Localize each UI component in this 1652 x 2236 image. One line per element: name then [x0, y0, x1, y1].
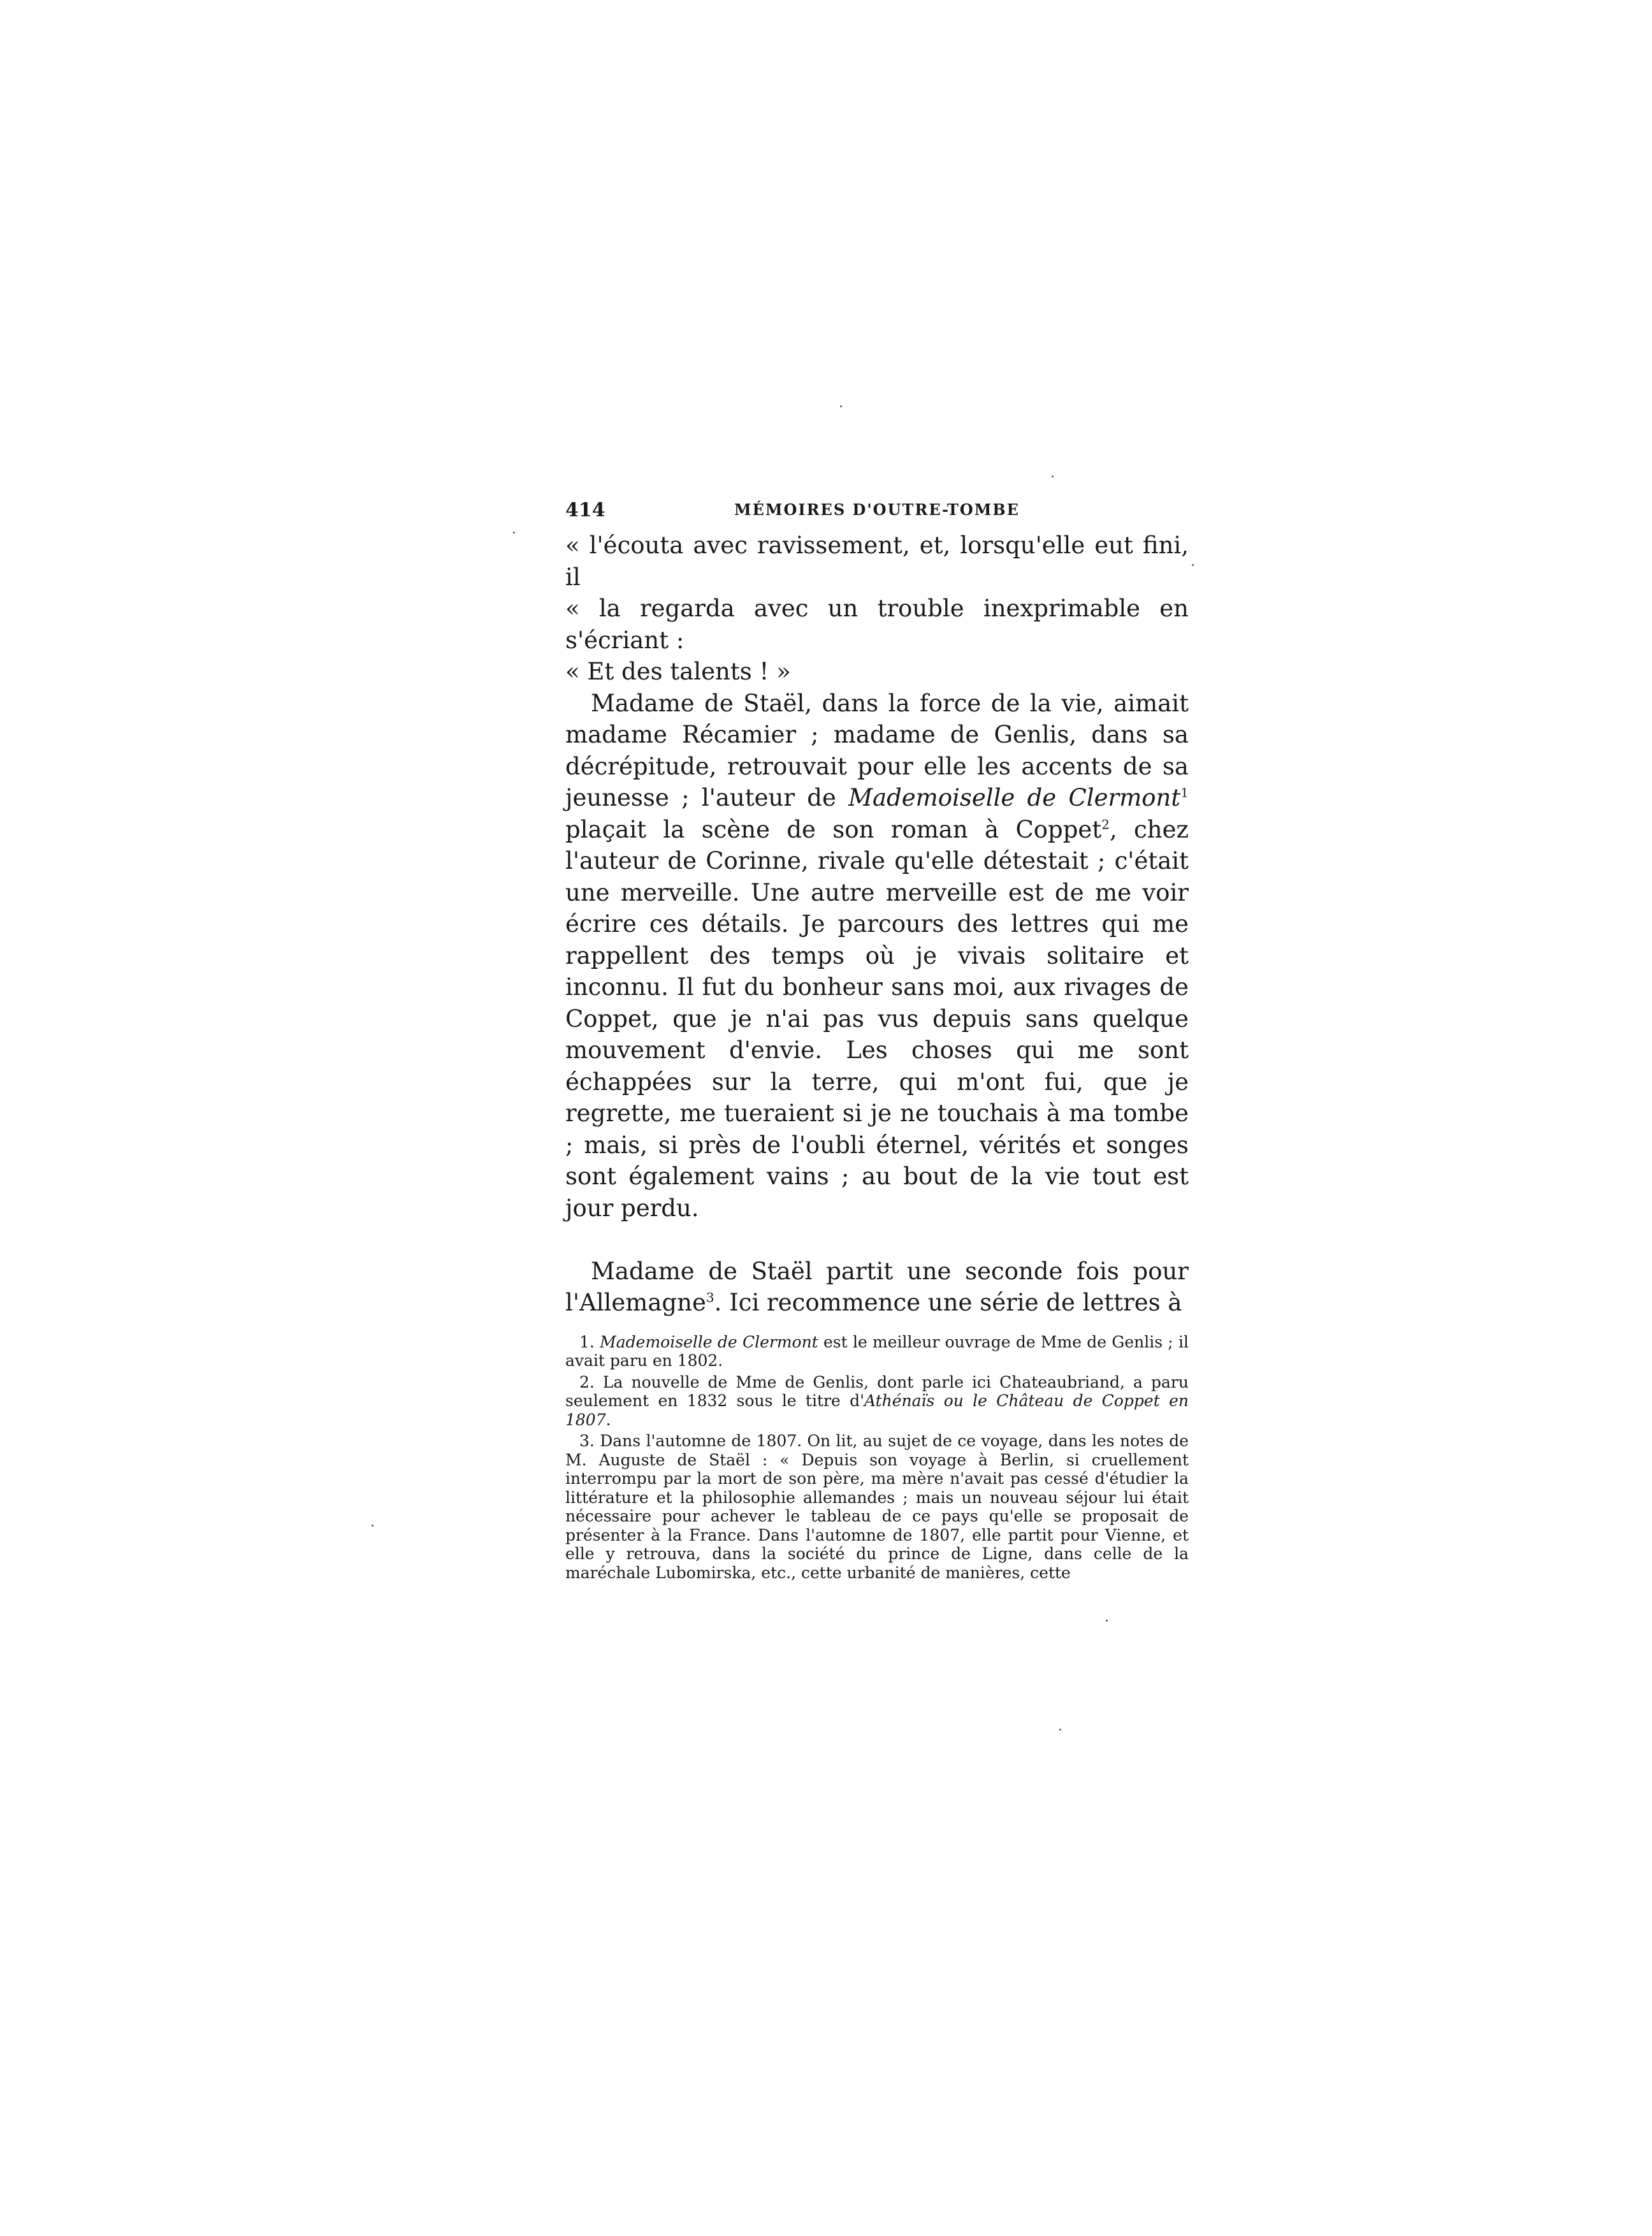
scan-speck: [1059, 1729, 1061, 1731]
scan-speck: [1106, 1620, 1108, 1622]
scan-speck: [513, 532, 515, 534]
paragraph-text: , chez l'auteur de Corinne, rivale qu'elle détestait ; c'était une merveille. Une autre merveille est de me voir écrire ces détails. Je parcours des lettres qui me rappellent des temps où je vivais solitaire et inconnu. Il fut du bonheur sans moi, aux rivages de Coppet, que je n'ai pas vus depuis sans quelque mouvement d'envie. Les choses qui me sont échappées sur la terre, qui m'ont fui, que je regrette, me tueraient si je ne touchais à ma tombe ; mais, si près de l'oubli éternel, vérités et songes sont également vains ; au bout de la vie tout est jour perdu.: [565, 815, 1189, 1222]
footnote-ref: 3: [706, 1289, 714, 1305]
book-title: Athénaïs ou le Château de Coppet en 1807: [565, 1391, 1189, 1429]
footnotes: [565, 1333, 1189, 1583]
scan-speck: [840, 405, 842, 407]
paragraph-text: Madame de Staël, dans la force de la vie, aimait madame Récamier ; madame de Genlis, dans sa décrépitude, retrouvait pour elle les accents de sa jeunesse ; l'auteur de: [565, 689, 1189, 811]
paragraph-text: Madame de Staël partit une seconde fois pour l'Allemagne: [565, 1257, 1189, 1316]
footnote: [565, 1432, 1189, 1582]
footnote-text: La nouvelle de Mme de Genlis, dont parle ici Chateaubriand, a paru seulement en 1832 sous le titre d': [565, 1372, 1189, 1410]
book-title: Mademoiselle de Clermont: [848, 784, 1181, 811]
footnote-number: 2.: [579, 1372, 595, 1391]
quote-line: « la regarda avec un trouble inexprimable en s'écriant :: [565, 595, 1189, 654]
book-page: [565, 499, 1189, 1585]
paragraph: [565, 1256, 1189, 1319]
running-head: [565, 499, 1189, 530]
book-title: Mademoiselle de Clermont: [600, 1332, 818, 1351]
footnote-text: .: [605, 1410, 611, 1429]
running-title: MÉMOIRES D'OUTRE-TOMBE: [734, 500, 1020, 519]
footnote: [565, 1333, 1189, 1370]
footnote-ref: 1: [1180, 785, 1189, 801]
quote-line: « Et des talents ! »: [565, 658, 791, 685]
footnote-number: 1.: [579, 1332, 595, 1351]
paragraph-text: plaçait la scène de son roman à Coppet: [565, 815, 1102, 843]
scan-speck: [372, 1525, 373, 1527]
footnote-text: est le meilleur ouvrage de Mme de Genlis ; il avait paru en 1802.: [565, 1332, 1189, 1370]
quote-line: « l'écouta avec ravissement, et, lorsqu'elle eut fini, il: [565, 532, 1189, 591]
paragraph: [565, 688, 1189, 1224]
footnote: [565, 1373, 1189, 1430]
footnote-text: Dans l'automne de 1807. On lit, au sujet de ce voyage, dans les notes de M. Auguste de Staël : « Depuis son voyage à Berlin, si cruellement interrompu par la mort de son père, ma mère n'avait pas cessé d'étudier la littérature et la philosophie allemandes ; mais un nouveau séjour lui était nécessaire pour achever le tableau de ce pays qu'elle se proposait de présenter à la France. Dans l'automne de 1807, elle partit pour Vienne, et elle y retrouva, dans la société du prince de Ligne, dans celle de la maréchale Lubomirska, etc., cette urbanité de manières, cette: [565, 1432, 1189, 1582]
body-text: [565, 530, 1189, 1319]
footnote-ref: 2: [1101, 817, 1110, 832]
page-number: 414: [565, 499, 605, 521]
scan-speck: [1192, 564, 1194, 566]
paragraph-text: . Ici recommence une série de lettres à: [714, 1289, 1182, 1316]
scan-speck: [1052, 476, 1054, 477]
footnote-number: 3.: [579, 1432, 595, 1450]
